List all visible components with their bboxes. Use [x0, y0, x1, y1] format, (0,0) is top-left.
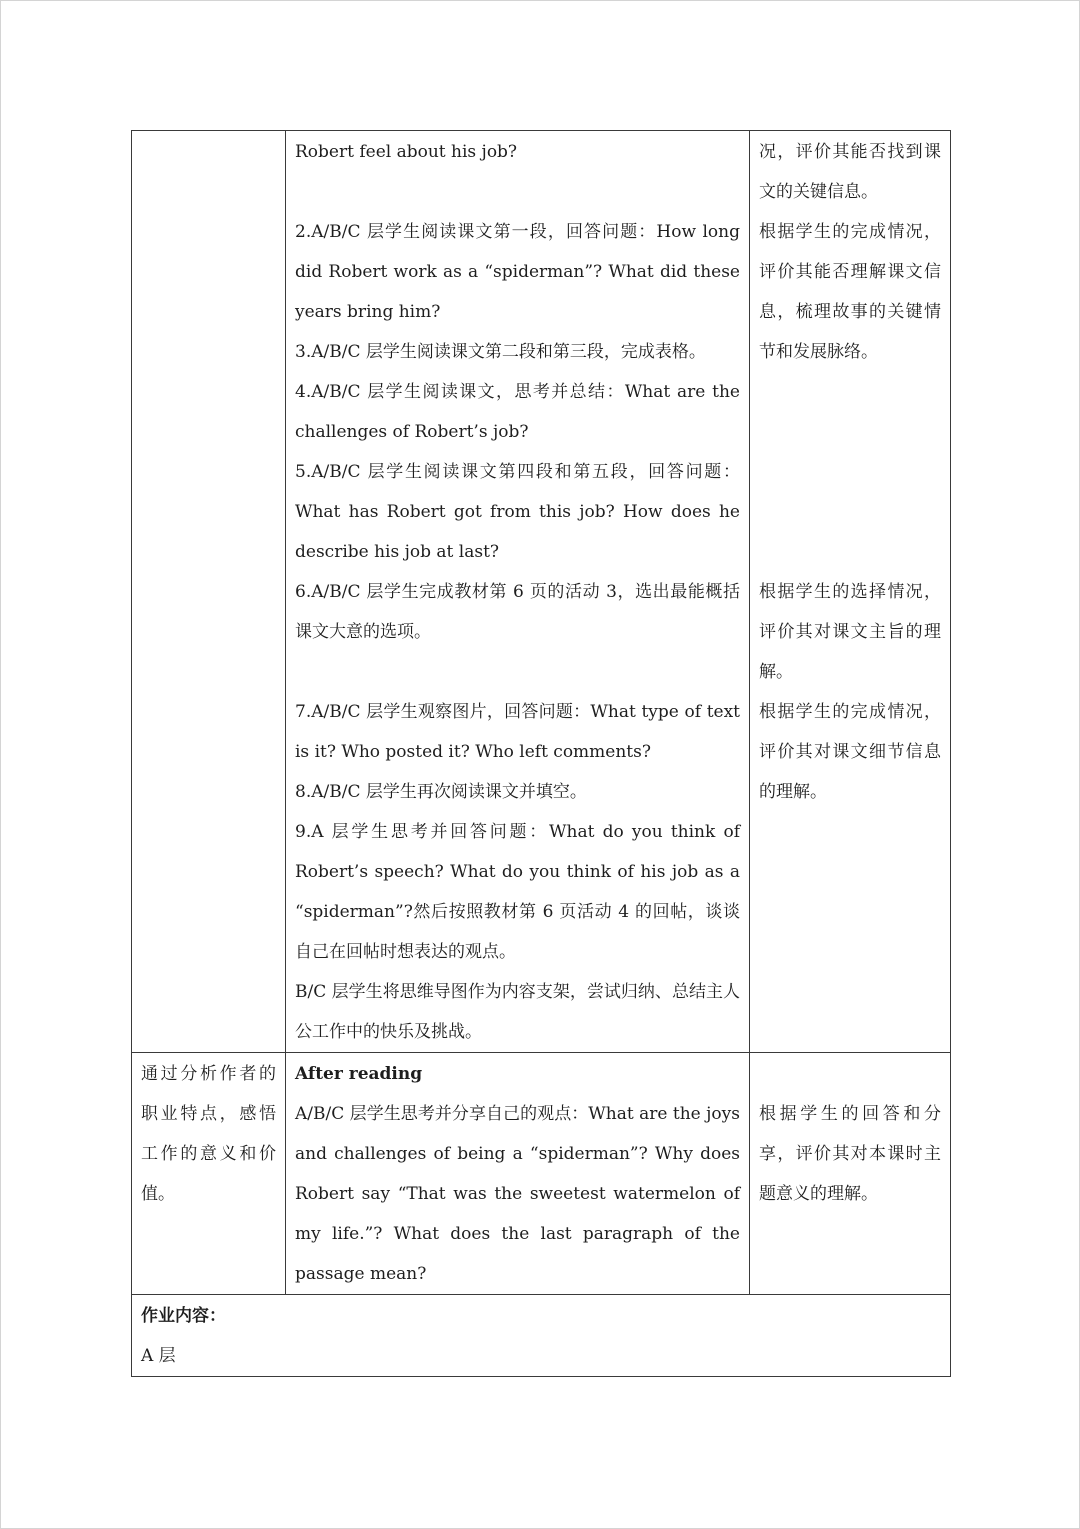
table-row-homework — [132, 1295, 951, 1377]
table-row-while-reading — [132, 131, 951, 1053]
assessment-text: 根据学生的回答和分享，评价其对本课时主题意义的理解。 — [759, 1104, 941, 1204]
homework-heading: 作业内容： — [141, 1306, 226, 1326]
activity-item: 7.A/B/C 层学生观察图片，回答问题：What type of text is it? Who posted it? Who left comments? — [295, 702, 740, 762]
activity-item: 4.A/B/C 层学生阅读课文，思考并总结：What are the challenges of Robert’s job? — [295, 382, 740, 442]
goal-cell-empty — [132, 131, 286, 1053]
homework-cell — [132, 1295, 951, 1377]
assessment-text: 根据学生的选择情况，评价其对课文主旨的理解。 — [759, 582, 941, 682]
assessment-cell-after-reading — [750, 1053, 951, 1295]
assessment-text: 况，评价其能否找到课文的关键信息。 — [759, 142, 941, 202]
blank-line — [759, 532, 941, 572]
blank-line — [759, 1054, 941, 1094]
activity-cell-while-reading — [286, 131, 750, 1053]
activity-item: B/C 层学生将思维导图作为内容支架，尝试归纳、总结主人公工作中的快乐及挑战。 — [295, 982, 740, 1042]
blank-line — [295, 172, 740, 212]
goal-cell-after-reading — [132, 1053, 286, 1295]
activity-line: Robert feel about his job? — [295, 142, 518, 162]
assessment-text: 根据学生的完成情况，评价其对课文细节信息的理解。 — [759, 702, 941, 802]
homework-level: A 层 — [141, 1346, 176, 1366]
blank-line — [759, 452, 941, 492]
table-row-after-reading — [132, 1053, 951, 1295]
blank-line — [759, 492, 941, 532]
activity-cell-after-reading — [286, 1053, 750, 1295]
assessment-cell-while-reading — [750, 131, 951, 1053]
activity-item: 2.A/B/C 层学生阅读课文第一段，回答问题：How long did Robert work as a “spiderman”? What did these years bring him? — [295, 222, 740, 322]
blank-line — [759, 372, 941, 412]
activity-item: 5.A/B/C 层学生阅读课文第四段和第五段，回答问题：What has Robert got from this job? How does he describe his job at last? — [295, 462, 740, 562]
activity-item: 8.A/B/C 层学生再次阅读课文并填空。 — [295, 782, 587, 802]
activity-item: 6.A/B/C 层学生完成教材第 6 页的活动 3，选出最能概括课文大意的选项。 — [295, 582, 740, 642]
assessment-text: 根据学生的完成情况，评价其能否理解课文信息，梳理故事的关键情节和发展脉络。 — [759, 222, 941, 362]
activity-item: 3.A/B/C 层学生阅读课文第二段和第三段，完成表格。 — [295, 342, 706, 362]
blank-line — [295, 652, 740, 692]
section-heading: After reading — [295, 1064, 423, 1084]
lesson-plan-table — [131, 130, 951, 1377]
activity-item: A/B/C 层学生思考并分享自己的观点：What are the joys and challenges of being a “spiderman”? Why does Robert say “That was the sweetest watermelon of my life.”? What does the last paragraph of the passage mean? — [295, 1104, 740, 1284]
blank-line — [759, 412, 941, 452]
activity-item: 9.A 层学生思考并回答问题：What do you think of Robert’s speech? What do you think of his job as a “spiderman”?然后按照教材第 6 页活动 4 的回帖，谈谈自己在回帖时想表达的观点。 — [295, 822, 740, 962]
goal-text: 通过分析作者的职业特点，感悟工作的意义和价值。 — [141, 1064, 276, 1204]
